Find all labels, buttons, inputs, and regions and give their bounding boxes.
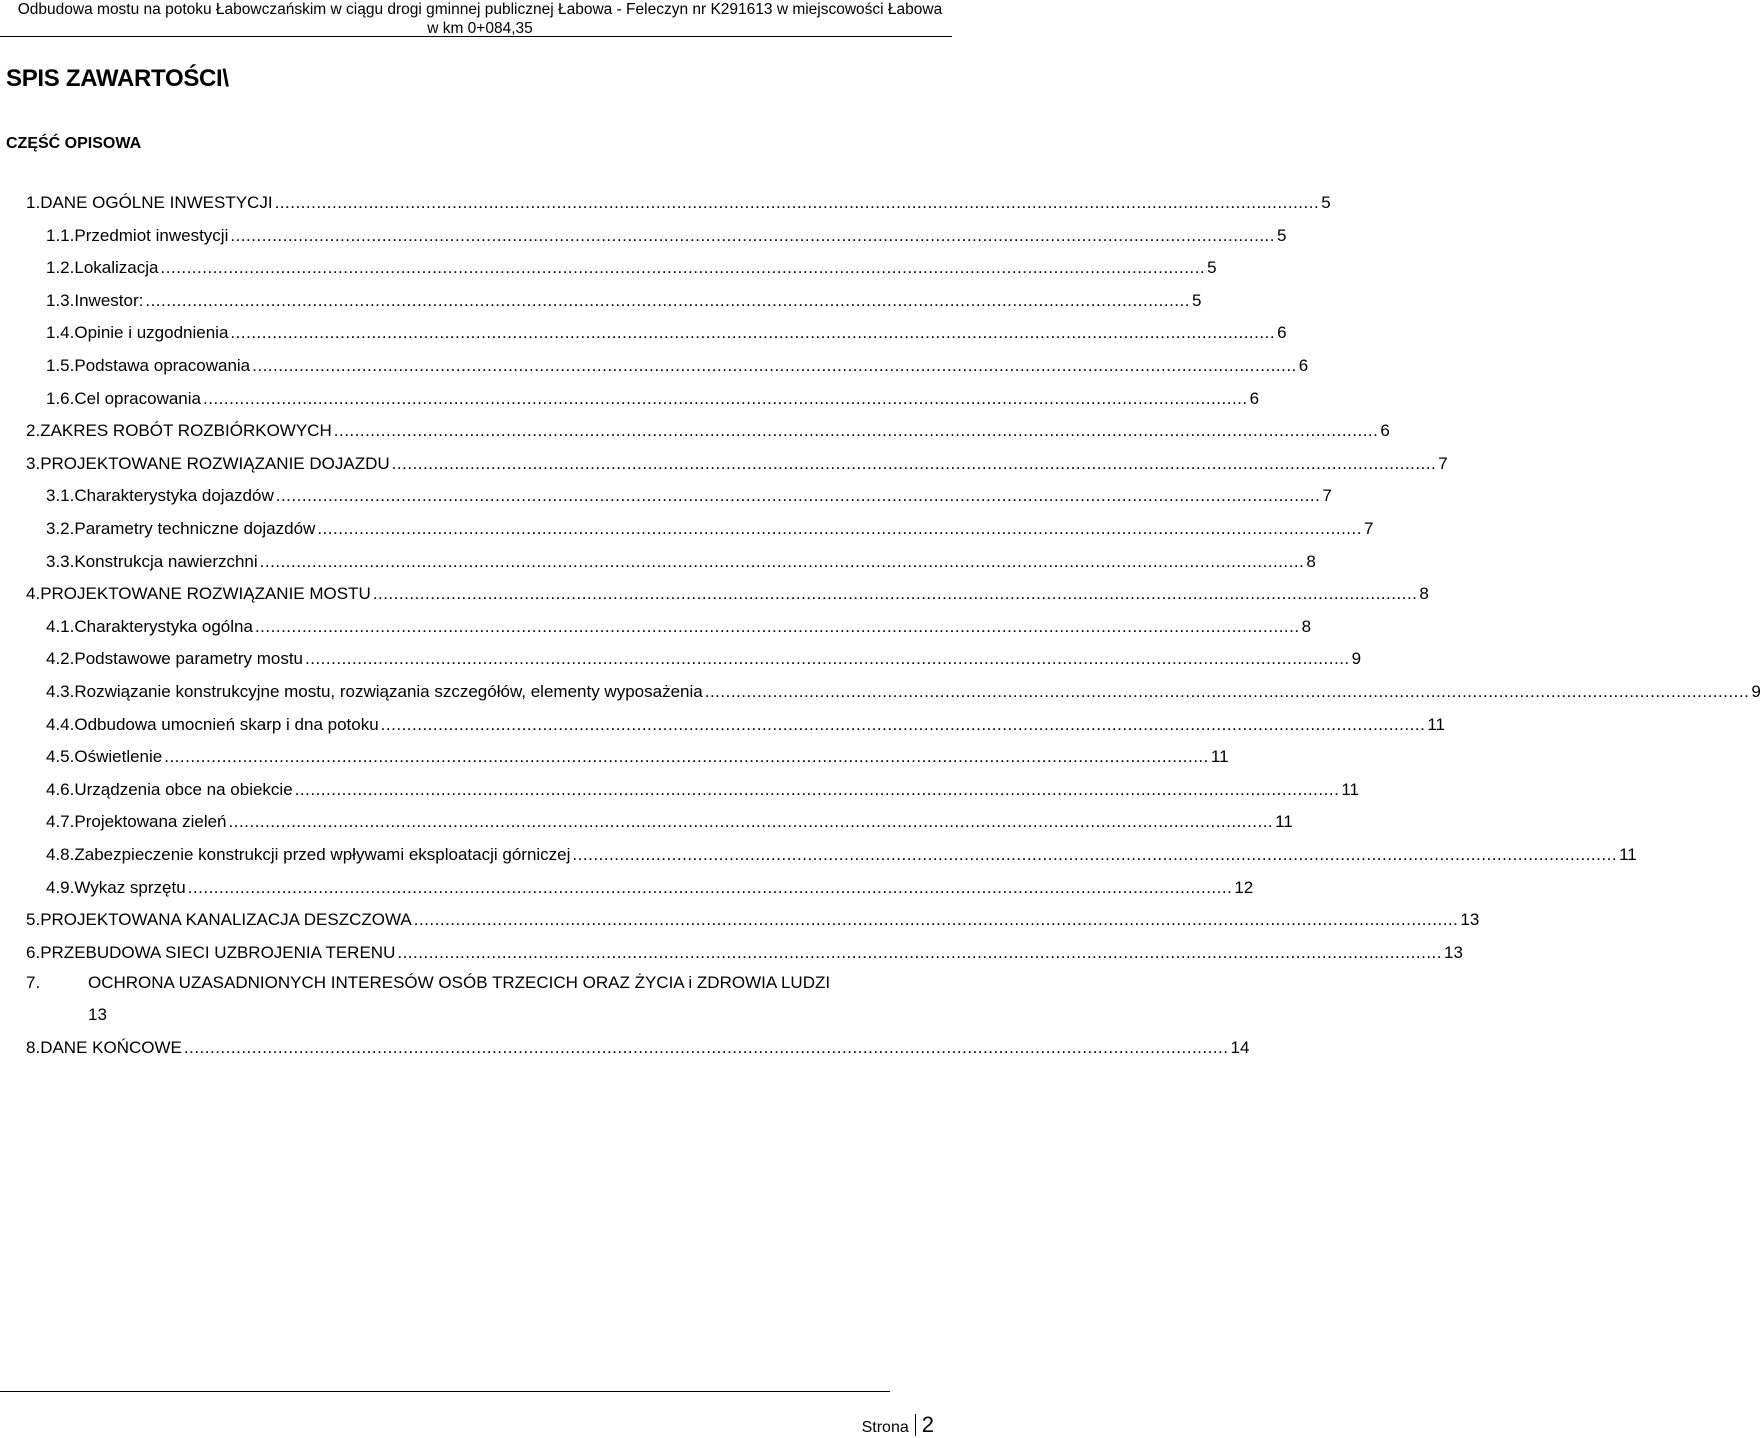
toc-entry-title: Konstrukcja nawierzchni (74, 552, 258, 571)
toc-entry-title: Odbudowa umocnień skarp i dna potoku (74, 715, 379, 734)
toc-entry-page: 11 (1427, 715, 1445, 734)
toc-entry[interactable] (46, 617, 1312, 641)
toc-entry-number: 3.2. (46, 519, 75, 538)
toc-entry-number: 1.6. (46, 389, 75, 408)
toc-entry-page: 5 (1207, 258, 1217, 277)
toc-entry-number: 3. (26, 454, 41, 473)
toc-entry-title: Inwestor: (74, 291, 144, 310)
toc-entry-title: PRZEBUDOWA SIECI UZBROJENIA TERENU (40, 943, 396, 962)
toc-entry[interactable] (46, 486, 1332, 510)
toc-entry-7[interactable] (26, 973, 921, 1024)
toc-leader-dots: ........................................................................................................................................................................................................ (294, 780, 1340, 799)
document-title: SPIS ZAWARTOŚCI\ (6, 65, 229, 92)
toc-leader-dots: ........................................................................................................................................................................................................ (230, 226, 1275, 245)
toc-entry[interactable] (46, 519, 1374, 543)
toc-entry[interactable] (46, 780, 1359, 804)
toc-entry-number: 3.1. (46, 486, 75, 505)
toc-entry-title: PROJEKTOWANA KANALIZACJA DESZCZOWA (40, 910, 412, 929)
toc-leader-dots: ........................................................................................................................................................................................................ (252, 356, 1297, 375)
toc-leader-dots: ........................................................................................................................................................................................................ (704, 682, 1750, 701)
toc-entry-number: 4.6. (46, 780, 75, 799)
toc-entry-number: 1. (26, 193, 41, 212)
toc-entry-number: 2. (26, 421, 41, 440)
toc-entry-number: 4.7. (46, 812, 75, 831)
toc-entry-page: 11 (1275, 812, 1293, 831)
toc-entry-8[interactable] (26, 1038, 1250, 1062)
toc-entry-number: 4.2. (46, 649, 75, 668)
toc-entry-number: 1.2. (46, 258, 75, 277)
toc-entry-number: 1.1. (46, 226, 75, 245)
toc-entry-page: 7 (1438, 454, 1448, 473)
footer-divider (0, 1391, 890, 1392)
page-footer (862, 1410, 934, 1438)
toc-leader-dots: ........................................................................................................................................................................................................ (145, 291, 1190, 310)
toc-entry-title: PROJEKTOWANE ROZWIĄZANIE DOJAZDU (40, 454, 390, 473)
toc-leader-dots: ........................................................................................................................................................................................................ (254, 617, 1300, 636)
toc-entry-title: Opinie i uzgodnienia (74, 323, 229, 342)
toc-entry-page: 9 (1751, 682, 1761, 701)
toc-leader-dots: ........................................................................................................................................................................................................ (413, 910, 1459, 929)
toc-leader-dots: ........................................................................................................................................................................................................ (160, 258, 1206, 277)
toc-leader-dots: ........................................................................................................................................................................................................ (230, 323, 1276, 342)
toc-entry-title: Charakterystyka dojazdów (74, 486, 274, 505)
toc-leader-dots: ........................................................................................................................................................................................................ (274, 193, 1320, 212)
toc-entry-page: 7 (1363, 519, 1374, 538)
header-divider (0, 36, 952, 37)
toc-entry-title: Zabezpieczenie konstrukcji przed wpływami eksploatacji górniczej (74, 845, 571, 864)
toc-entry[interactable] (46, 812, 1293, 836)
toc-entry[interactable] (46, 747, 1229, 771)
toc-entry[interactable] (46, 389, 1260, 413)
toc-entry-title: DANE OGÓLNE INWESTYCJI (40, 193, 273, 212)
toc-entry-number: 4.5. (46, 747, 75, 766)
toc-entry-page: 11 (1210, 747, 1229, 766)
toc-entry-number: 4.3. (46, 682, 75, 701)
toc-entry-page: 9 (1351, 649, 1362, 668)
toc-entry-title: Cel opracowania (74, 389, 201, 408)
toc-entry-page: 14 (1230, 1038, 1250, 1057)
toc-leader-dots: ........................................................................................................................................................................................................ (391, 454, 1437, 473)
toc-entry-title: Wykaz sprzętu (74, 878, 186, 897)
toc-entry-title: Parametry techniczne dojazdów (74, 519, 316, 538)
toc-entry[interactable] (26, 910, 1480, 934)
toc-entry-page: 5 (1277, 226, 1287, 245)
toc-entry-number: 7. (26, 973, 41, 992)
toc-entry[interactable] (46, 291, 1202, 315)
toc-entry-page: 13 (88, 1005, 107, 1024)
toc-entry-page: 11 (1619, 845, 1637, 864)
toc-entry-title: PROJEKTOWANE ROZWIĄZANIE MOSTU (40, 584, 371, 603)
toc-entry[interactable] (46, 715, 1445, 739)
toc-entry-title: Lokalizacja (74, 258, 159, 277)
toc-entry[interactable] (46, 323, 1287, 347)
toc-leader-dots: ........................................................................................................................................................................................................ (317, 519, 1362, 538)
toc-entry[interactable] (46, 682, 1761, 706)
toc-entry-number: 6. (26, 943, 41, 962)
toc-entry-number: 4.1. (46, 617, 75, 636)
toc-entry-title: DANE KOŃCOWE (40, 1038, 182, 1057)
toc-entry[interactable] (26, 943, 1463, 967)
toc-entry[interactable] (46, 226, 1287, 250)
toc-entry-number: 1.3. (46, 291, 75, 310)
toc-entry-number: 1.4. (46, 323, 75, 342)
toc-leader-dots: ........................................................................................................................................................................................................ (305, 649, 1350, 668)
toc-entry-number: 8. (26, 1038, 41, 1057)
toc-entry-page: 7 (1322, 486, 1332, 505)
toc-leader-dots: ........................................................................................................................................................................................................ (187, 878, 1233, 897)
toc-entry[interactable] (26, 584, 1429, 608)
toc-entry-title: Rozwiązanie konstrukcyjne mostu, rozwiązania szczegółów, elementy wyposażenia (74, 682, 703, 701)
toc-entry-title: OCHRONA UZASADNIONYCH INTERESÓW OSÓB TRZECICH ORAZ ŻYCIA i ZDROWIA LUDZI (88, 973, 831, 992)
toc-leader-dots: ........................................................................................................................................................................................................ (397, 943, 1442, 962)
page-number: 2 (921, 1412, 934, 1437)
toc-entry[interactable] (46, 356, 1309, 380)
toc-entry-title: Charakterystyka ogólna (74, 617, 253, 636)
toc-leader-dots: ........................................................................................................................................................................................................ (164, 747, 1209, 766)
toc-entry-title: Urządzenia obce na obiekcie (74, 780, 293, 799)
toc-leader-dots: ........................................................................................................................................................................................................ (203, 389, 1248, 408)
toc-entry-page: 8 (1301, 617, 1312, 636)
toc-leader-dots: ........................................................................................................................................................................................................ (572, 845, 1618, 864)
toc-entry-number: 1.5. (46, 356, 75, 375)
toc-leader-dots: ........................................................................................................................................................................................................ (228, 812, 1274, 831)
toc-entry-number: 5. (26, 910, 41, 929)
toc-leader-dots: ........................................................................................................................................................................................................ (380, 715, 1426, 734)
toc-entry-page: 6 (1277, 323, 1287, 342)
footer-label: Strona (861, 1419, 909, 1436)
toc-entry[interactable] (26, 454, 1448, 478)
toc-entry-page: 8 (1419, 584, 1429, 603)
toc-entry-title: Podstawowe parametry mostu (74, 649, 304, 668)
header-title-line2: w km 0+084,35 (427, 20, 533, 37)
toc-entry-page: 8 (1306, 552, 1316, 571)
toc-entry[interactable] (26, 193, 1331, 217)
toc-entry-page: 6 (1298, 356, 1309, 375)
toc-entry-number: 4.9. (46, 878, 75, 897)
toc-entry-title: Przedmiot inwestycji (74, 226, 229, 245)
toc-entry-page: 6 (1249, 389, 1260, 408)
toc-entry-number: 3.3. (46, 552, 75, 571)
toc-entry[interactable] (46, 878, 1254, 902)
toc-leader-dots: ........................................................................................................................................................................................................ (372, 584, 1418, 603)
toc-entry-title: Podstawa opracowania (74, 356, 251, 375)
toc-entry-title: Projektowana zieleń (74, 812, 227, 831)
toc-entry-page: 12 (1234, 878, 1254, 897)
toc-entry-page: 6 (1380, 421, 1390, 440)
toc-entry-page: 13 (1444, 943, 1463, 962)
toc-leader-dots: ........................................................................................................................................................................................................ (259, 552, 1305, 571)
toc-entry-page: 5 (1321, 193, 1331, 212)
toc-entry-number: 4.4. (46, 715, 75, 734)
toc-entry[interactable] (46, 552, 1316, 576)
toc-entry-page: 11 (1341, 780, 1359, 799)
header-title-line1: Odbudowa mostu na potoku Łabowczańskim w ciągu drogi gminnej publicznej Łabowa - Feleczyn nr K291613 w miejscowości Łabowa (17, 1, 943, 18)
toc-leader-dots: ........................................................................................................................................................................................................ (333, 421, 1379, 440)
page-header (0, 0, 960, 38)
toc-entry[interactable] (46, 845, 1637, 869)
toc-entry[interactable] (46, 649, 1362, 673)
toc-entry[interactable] (46, 258, 1217, 282)
toc-entry-page: 5 (1191, 291, 1202, 310)
toc-entry-title: Oświetlenie (74, 747, 163, 766)
toc-leader-dots: ........................................................................................................................................................................................................ (275, 486, 1321, 505)
toc-entry-number: 4. (26, 584, 41, 603)
toc-entry-title: ZAKRES ROBÓT ROZBIÓRKOWYCH (40, 421, 332, 440)
section-heading: CZĘŚĆ OPISOWA (6, 135, 142, 152)
toc-entry-page: 13 (1460, 910, 1480, 929)
toc-leader-dots: ........................................................................................................................................................................................................ (183, 1038, 1229, 1057)
toc-entry[interactable] (26, 421, 1390, 445)
footer-separator (915, 1414, 916, 1436)
toc-entry-number: 4.8. (46, 845, 75, 864)
